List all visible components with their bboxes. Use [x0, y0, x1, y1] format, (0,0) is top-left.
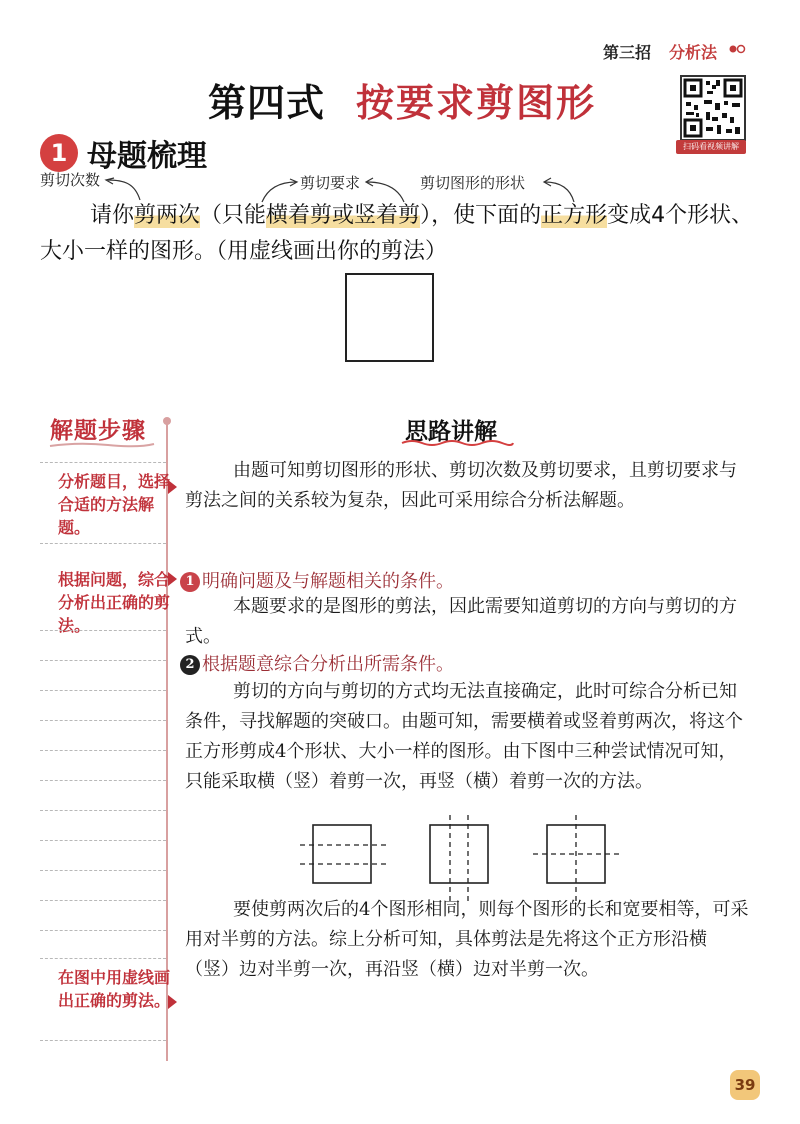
sub-step-1-number: 1 — [180, 572, 200, 592]
steps-title: 解题步骤 — [50, 418, 146, 444]
step-3: 在图中用虚线画出正确的剪法。 — [58, 968, 171, 1010]
step-1-marker-icon — [168, 480, 177, 494]
divider — [40, 750, 166, 751]
divider — [40, 1040, 166, 1041]
divider — [40, 870, 166, 871]
sub-step-1-text: 本题要求的是图形的剪法，因此需要知道剪切的方向与剪切的方式。 — [185, 596, 737, 647]
sub-step-2-text: 剪切的方向与剪切的方式均无法直接确定，此时可综合分析已知条件，寻找解题的突破口。由题可知，需要横着或竖着剪两次，将这个正方形剪成4个形状、大小一样的图形。由下图中三种尝试情况可知，只能采取横（竖）着剪一次，再竖（横）着剪一次的方法。 — [185, 681, 743, 792]
attempt-cross-cuts — [533, 815, 620, 903]
method-label: 分析法 — [669, 43, 718, 62]
step-2: 根据问题，综合分析出正确的剪法。 — [58, 570, 171, 635]
step-3-marker-icon — [168, 995, 177, 1009]
page-title: 按要求剪图形 — [356, 81, 597, 125]
divider — [40, 543, 166, 544]
sub-step-2: 2 根据题意综合分析出所需条件。 — [180, 650, 454, 676]
annotation-cut-shape: 剪切图形的形状 — [420, 174, 526, 192]
divider — [40, 900, 166, 901]
problem-text: 请你剪两次（只能横着剪或竖着剪），使下面的正方形变成4个形状、大小一样的图形。（用虚线画出你的剪法） — [40, 203, 754, 264]
solution-title: 思路讲解 — [405, 419, 497, 445]
section-number-badge: 1 — [40, 134, 78, 172]
divider — [40, 630, 166, 631]
annotation-cut-count: 剪切次数 — [40, 171, 101, 189]
problem-square — [345, 273, 434, 362]
steps-title-underline — [48, 441, 156, 449]
page-title-prefix: 第四式 — [208, 81, 326, 125]
solution-title-underline — [400, 439, 515, 447]
step-2-marker-icon — [168, 572, 177, 586]
cut-attempts-diagram — [295, 815, 625, 905]
divider — [40, 958, 166, 959]
divider — [40, 840, 166, 841]
dots-icon — [729, 44, 747, 54]
divider — [40, 462, 166, 463]
chapter-label: 第三招 — [603, 43, 652, 62]
qr-caption: 扫码看视频讲解 — [676, 140, 746, 154]
attempt-vertical-cuts — [430, 815, 488, 903]
page-number: 39 — [730, 1070, 760, 1100]
divider — [40, 810, 166, 811]
divider — [40, 660, 166, 661]
divider — [40, 930, 166, 931]
step-1: 分析题目，选择合适的方法解题。 — [58, 472, 171, 537]
solution-intro: 由题可知剪切图形的形状、剪切次数及剪切要求，且剪切要求与剪法之间的关系较为复杂，因此可采用综合分析法解题。 — [185, 460, 737, 511]
divider — [40, 690, 166, 691]
divider — [40, 780, 166, 781]
attempt-horizontal-cuts — [300, 825, 387, 883]
divider — [40, 720, 166, 721]
highlight-cut-count: 剪两次 — [134, 203, 201, 228]
highlight-cut-requirement: 横着剪或竖着剪 — [266, 203, 421, 228]
highlight-shape: 正方形 — [541, 203, 608, 228]
annotation-cut-requirement: 剪切要求 — [300, 174, 361, 192]
section-title: 母题梳理 — [87, 139, 207, 174]
sub-step-2-number: 2 — [180, 655, 200, 675]
solution-conclusion: 要使剪两次后的4个图形相同，则每个图形的长和宽要相等，可采用对半剪的方法。综上分析可知，具体剪法是先将这个正方形沿横（竖）边对半剪一次，再沿竖（横）边对半剪一次。 — [185, 899, 749, 980]
sub-step-1: 1 明确问题及与解题相关的条件。 — [180, 567, 454, 593]
qr-code-icon[interactable] — [680, 75, 746, 141]
